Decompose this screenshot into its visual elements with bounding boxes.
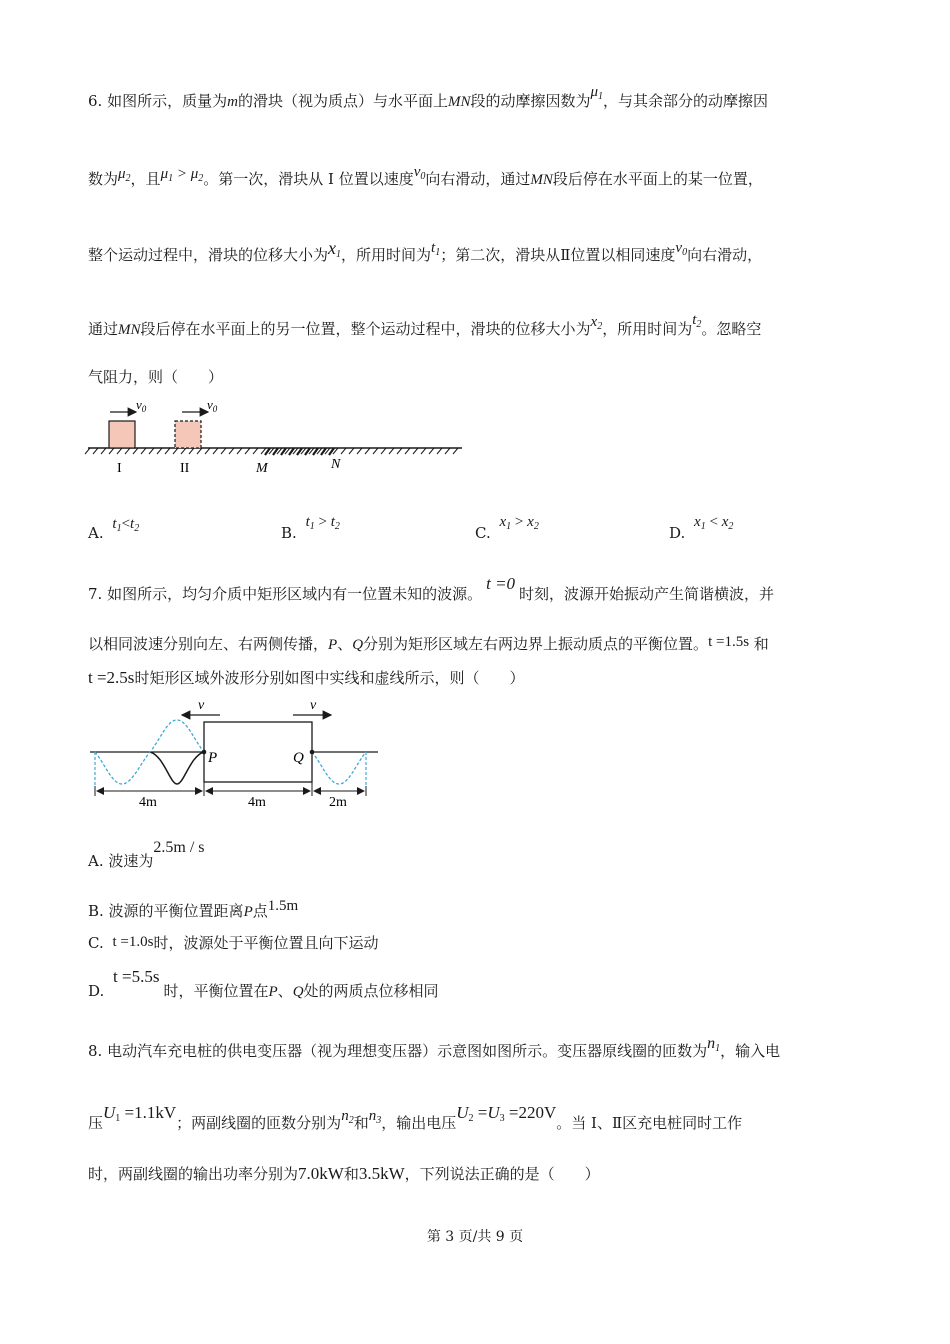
- label-N: N: [331, 457, 341, 472]
- q6-option-b[interactable]: B. $t_1 > t_2$: [281, 514, 340, 542]
- dimension-label-1: 4m: [139, 795, 157, 810]
- solid-wave-left: [150, 752, 204, 784]
- q7-option-c[interactable]: C. t =1.0s时，波源处于平衡位置且向下运动: [88, 934, 379, 952]
- q7-option-d[interactable]: D. t =5.5s时，平衡位置在P、Q处的两质点位移相同: [88, 967, 439, 1000]
- point-P: [202, 750, 207, 755]
- point-Q: [310, 750, 315, 755]
- ground-hatch: [85, 448, 458, 454]
- page-footer: 第 3 页/共 9 页: [426, 1229, 524, 1245]
- label-v-left: v: [198, 698, 205, 713]
- q7-wave-figure: [80, 694, 390, 814]
- dimension-label-2: 4m: [248, 795, 266, 810]
- q7-line-2: 以相同波速分别向左、右两侧传播，P、Q分别为矩形区域左右两边界上振动质点的平衡位置。t =1.5s 和: [88, 634, 769, 653]
- mn-rough-section: [265, 448, 334, 455]
- label-v-right: v: [310, 698, 317, 713]
- q6-option-a[interactable]: A. $t_1<t_2$: [88, 516, 140, 542]
- q6-line-5: 气阻力，则（ ）: [88, 368, 224, 386]
- label-I: I: [117, 461, 122, 476]
- label-Q: Q: [293, 750, 304, 766]
- v0-label-2: $v_0$: [207, 397, 218, 414]
- dimension-label-3: 2m: [329, 795, 347, 810]
- block-position-1: [109, 421, 135, 448]
- q6-figure: [80, 392, 480, 482]
- label-P: P: [208, 750, 218, 766]
- q6-line-3: 整个运动过程中，滑块的位移大小为$x_1$，所用时间为$t_1$；第二次，滑块从Ⅱ位置以相同速度$v_0$向右滑动，: [88, 238, 763, 264]
- label-M: M: [256, 461, 268, 476]
- dashed-wave-right: [312, 752, 366, 784]
- q7-line-1: 7. 如图所示，均匀介质中矩形区域内有一位置未知的波源。t =0时刻，波源开始振动产生简谐横波，并: [88, 574, 775, 603]
- q8-line-3: 时，两副线圈的输出功率分别为7.0kW和3.5kW，下列说法正确的是（ ）: [88, 1164, 600, 1183]
- q6-line-4: 通过MN段后停在水平面上的另一位置，整个运动过程中，滑块的位移大小为$x_2$，所用时间为$t_2$。忽略空: [88, 312, 762, 338]
- v0-label-1: $v_0$: [136, 397, 147, 414]
- q7-option-b[interactable]: B. 波源的平衡位置距离P点1.5m: [88, 898, 299, 920]
- q7-option-a[interactable]: A. 波速为2.5m / s: [88, 839, 205, 870]
- q6-option-d[interactable]: D. $x_1 < x_2$: [669, 514, 734, 542]
- q8-line-2: 压$U_1 =1.1kV$；两副线圈的匝数分别为$n_2$和$n_3$，输出电压$U_2 =U_3 =220V$。当 I、Ⅱ区充电桩同时工作: [88, 1103, 743, 1132]
- label-II: II: [180, 461, 190, 476]
- q6-option-c[interactable]: C. $x_1 > x_2$: [475, 514, 539, 542]
- block-position-2: [175, 421, 201, 448]
- q6-line-1: 6. 如图所示，质量为m的滑块（视为质点）与水平面上MN段的动摩擦因数为$\mu_1$，与其余部分的动摩擦因: [88, 84, 769, 110]
- q8-line-1: 8. 电动汽车充电桩的供电变压器（视为理想变压器）示意图如图所示。变压器原线圈的匝数为$n_1$，输入电: [88, 1035, 781, 1060]
- q7-line-3: t =2.5s时矩形区域外波形分别如图中实线和虚线所示，则（ ）: [88, 668, 525, 687]
- q6-line-2: 数为$\mu_2$，且$\mu_1 > \mu_2$。第一次，滑块从 I 位置以速度$v_0$向右滑动，通过MN段后停在水平面上的某一位置，: [88, 164, 763, 188]
